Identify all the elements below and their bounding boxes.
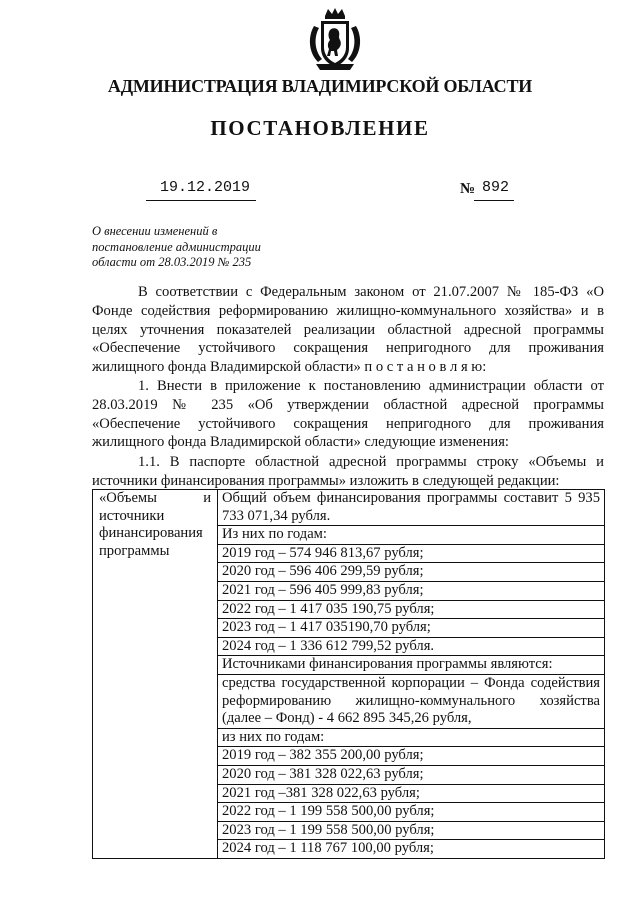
subject-line: области от 28.03.2019 № 235 — [92, 255, 252, 269]
row-label-line: источники — [99, 507, 165, 524]
row-label-cell — [93, 490, 218, 859]
fund-financing: средства государственной корпорации – Фонда содействия реформированию жилищно-коммунального хозяйства (далее – Фонд) - 4 662 895 345,26 рубля, — [218, 675, 604, 729]
year-fund-line: 2021 год –381 328 022,63 рубля; — [218, 785, 604, 804]
subject-line: постановление администрации — [92, 239, 261, 254]
year-total-line: 2020 год – 596 406 299,59 рубля; — [218, 563, 604, 582]
document-type: ПОСТАНОВЛЕНИЕ — [210, 116, 430, 140]
year-total-line: 2023 год – 1 417 035190,70 рубля; — [218, 619, 604, 638]
year-fund-line: 2019 год – 382 355 200,00 рубля; — [218, 747, 604, 766]
year-fund-line: 2023 год – 1 199 558 500,00 рубля; — [218, 822, 604, 841]
row-label-line: финансирования — [99, 525, 203, 542]
item-1-paragraph: 1. Внести в приложение к постановлению администрации области от 28.03.2019 № 235 «Об утверждении областной адресной программы «Обеспечение устойчивого сокращения непригодного для проживания жилищного фонда Владимирской области» следующие изменения: — [92, 378, 604, 451]
organization-name: АДМИНИСТРАЦИЯ ВЛАДИМИРСКОЙ ОБЛАСТИ — [107, 76, 533, 96]
row-value-cell — [218, 490, 605, 859]
subject-line: О внесении изменений в — [92, 224, 218, 238]
row-label-word: «Объемы — [99, 490, 157, 506]
coat-of-arms-emblem — [304, 6, 366, 72]
document-date: 19.12.2019 — [160, 179, 251, 196]
financing-table — [92, 489, 605, 859]
document-number: 892 — [482, 179, 510, 196]
row-label-word: и — [203, 490, 211, 506]
year-total-line: 2022 год – 1 417 035 190,75 рубля; — [218, 601, 604, 620]
table-row — [93, 490, 605, 859]
row-label-line: программы — [99, 542, 170, 559]
preamble-paragraph: В соответствии с Федеральным законом от 21.07.2007 № 185-ФЗ «О Фонде содействия реформированию жилищно-коммунального хозяйства» и в целях уточнения показателей реализации областной адресной программы «Обеспечение устойчивого сокращения непригодного для проживания жилищного фонда Владимирской области» п о с т а н о в л я ю: — [92, 284, 604, 376]
date-underline — [146, 200, 256, 201]
sources-heading: Источниками финансирования программы являются: — [218, 656, 604, 675]
row-label-line — [99, 490, 211, 508]
year-total-line: 2021 год – 596 405 999,83 рубля; — [218, 582, 604, 601]
year-fund-line: 2022 год – 1 199 558 500,00 рубля; — [218, 803, 604, 822]
year-total-line: 2024 год – 1 336 612 799,52 рубля. — [218, 638, 604, 657]
item-1-1-paragraph: 1.1. В паспорте областной адресной программы строку «Объемы и источники финансирования программы» изложить в следующей редакции: — [92, 454, 604, 489]
number-underline — [474, 200, 514, 201]
by-years-heading: Из них по годам: — [218, 526, 604, 545]
document-subject — [92, 224, 302, 271]
total-financing: Общий объем финансирования программы составит 5 935 733 071,34 рубля. — [218, 490, 604, 526]
fund-by-years-heading: из них по годам: — [218, 729, 604, 748]
year-fund-line: 2024 год – 1 118 767 100,00 рубля; — [222, 840, 434, 857]
number-sign: № — [460, 181, 476, 197]
year-total-line: 2019 год – 574 946 813,67 рубля; — [218, 545, 604, 564]
year-fund-line: 2020 год – 381 328 022,63 рубля; — [218, 766, 604, 785]
